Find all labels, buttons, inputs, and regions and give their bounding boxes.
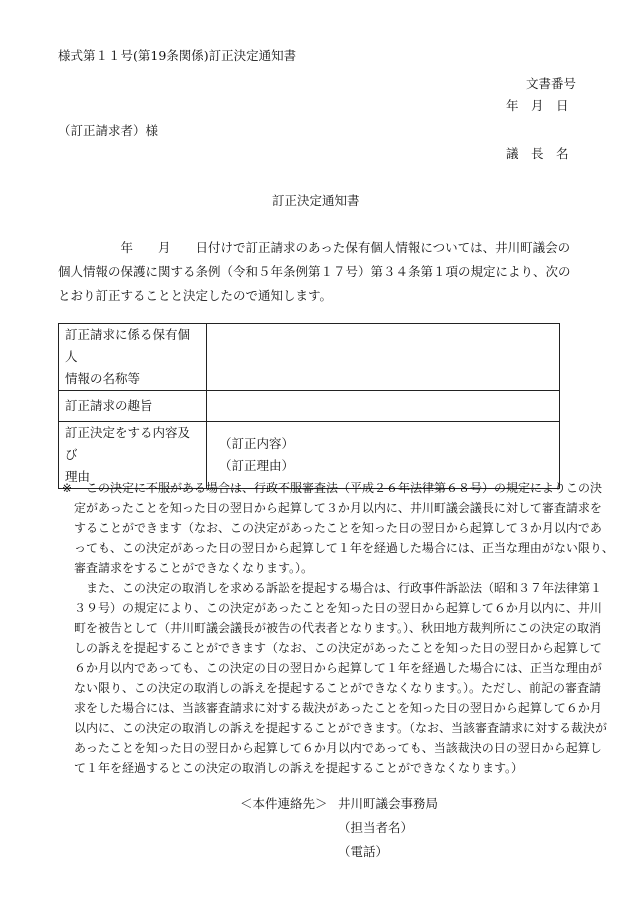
note-line: することができます（なお、この決定があったことを知った日の翌日から起算して３か月以内であ [74,521,602,535]
table-value-cell [207,422,560,489]
body-line: とおり訂正することと決定したので通知します。 [58,288,333,303]
table-label-line: 訂正決定をする内容及び [65,425,191,462]
correction-table [58,323,560,489]
table-label-cell [59,324,207,391]
note-line: 定があったことを知った日の翌日から起算して３か月以内に、井川町議会議長に対して審査請求を [74,501,602,515]
table-value-cell [207,324,560,391]
note-line: ない限り、この決定の取消しの訴えを提起することができなくなります。）。ただし、前記の審査請 [74,681,602,695]
contact-person: （担当者名） [338,820,414,835]
correction-content-label: （訂正内容） [219,436,295,451]
note-line: 審査請求をすることができなくなります。）。 [74,561,314,575]
table-row [59,422,560,489]
note-line: あったことを知った日の翌日から起算して６か月以内であっても、当該裁決の日の翌日から起算し [74,741,602,755]
note-line: 求をした場合には、当該審査請求に対する裁決があったことを知った日の翌日から起算して６か月 [74,701,602,715]
note-line: しの訴えを提起することができます（なお、この決定があったことを知った日の翌日から起算して [74,641,602,655]
document-number: 文書番号 [526,76,577,91]
note-line: 以内に、この決定の取消しの訴えを提起することができます。（なお、当該審査請求に対する裁決が [74,721,608,735]
document-title: 訂正決定通知書 [272,193,360,208]
correction-reason-label: （訂正理由） [219,458,295,473]
body-line: 個人情報の保護に関する条例（令和５年条例第１７号）第３４条第１項の規定により、次の [58,264,571,279]
table-row [59,324,560,391]
recipient-name: （訂正請求者）様 [58,123,159,138]
contact-label: ＜本件連絡先＞ [240,796,328,811]
form-label: 様式第１１号(第19条関係)訂正決定通知書 [58,48,297,63]
note-line: ６か月以内であっても、この決定の日の翌日から起算して１年を経過した場合には、正当な理由が [74,661,602,675]
note-line: っても、この決定があった日の翌日から起算して１年を経過した場合には、正当な理由がない限り、 [74,541,614,555]
note-line: て１年を経過するとこの決定の取消しの訴えを提起することができなくなります。） [74,761,524,775]
table-label-line: 情報の名称等 [65,371,141,386]
table-label-cell [59,422,207,489]
body-line: 年 月 日付けで訂正請求のあった保有個人情報については、井川町議会の [58,240,571,255]
note-mark: ※ [62,481,73,495]
table-row [59,391,560,422]
table-label-line: 訂正請求に係る保有個人 [65,327,191,364]
table-value-cell [207,391,560,422]
table-label-cell [59,391,207,422]
note-line: また、この決定の取消しを求める訴訟を提起する場合は、行政事件訴訟法（昭和３７年法律第１ [86,581,603,595]
table-label-line: 訂正請求の趣旨 [65,398,153,413]
sender-name: 議 長 名 [506,146,569,161]
contact-office: 井川町議会事務局 [338,796,439,811]
note-line: 町を被告として（井川町議会議長が被告の代表者となります。）、秋田地方裁判所にこの決定の取消 [74,621,602,635]
date-line: 年 月 日 [506,98,569,113]
note-line: ３９号）の規定により、この決定があったことを知った日の翌日から起算して６か月以内に、井川 [74,601,602,615]
table-label-line: 理由 [65,469,91,484]
note-line: この決定に不服がある場合は、行政不服審査法（平成２６年法律第６８号）の規定によりこの決 [86,481,603,495]
contact-phone: （電話） [338,844,389,859]
